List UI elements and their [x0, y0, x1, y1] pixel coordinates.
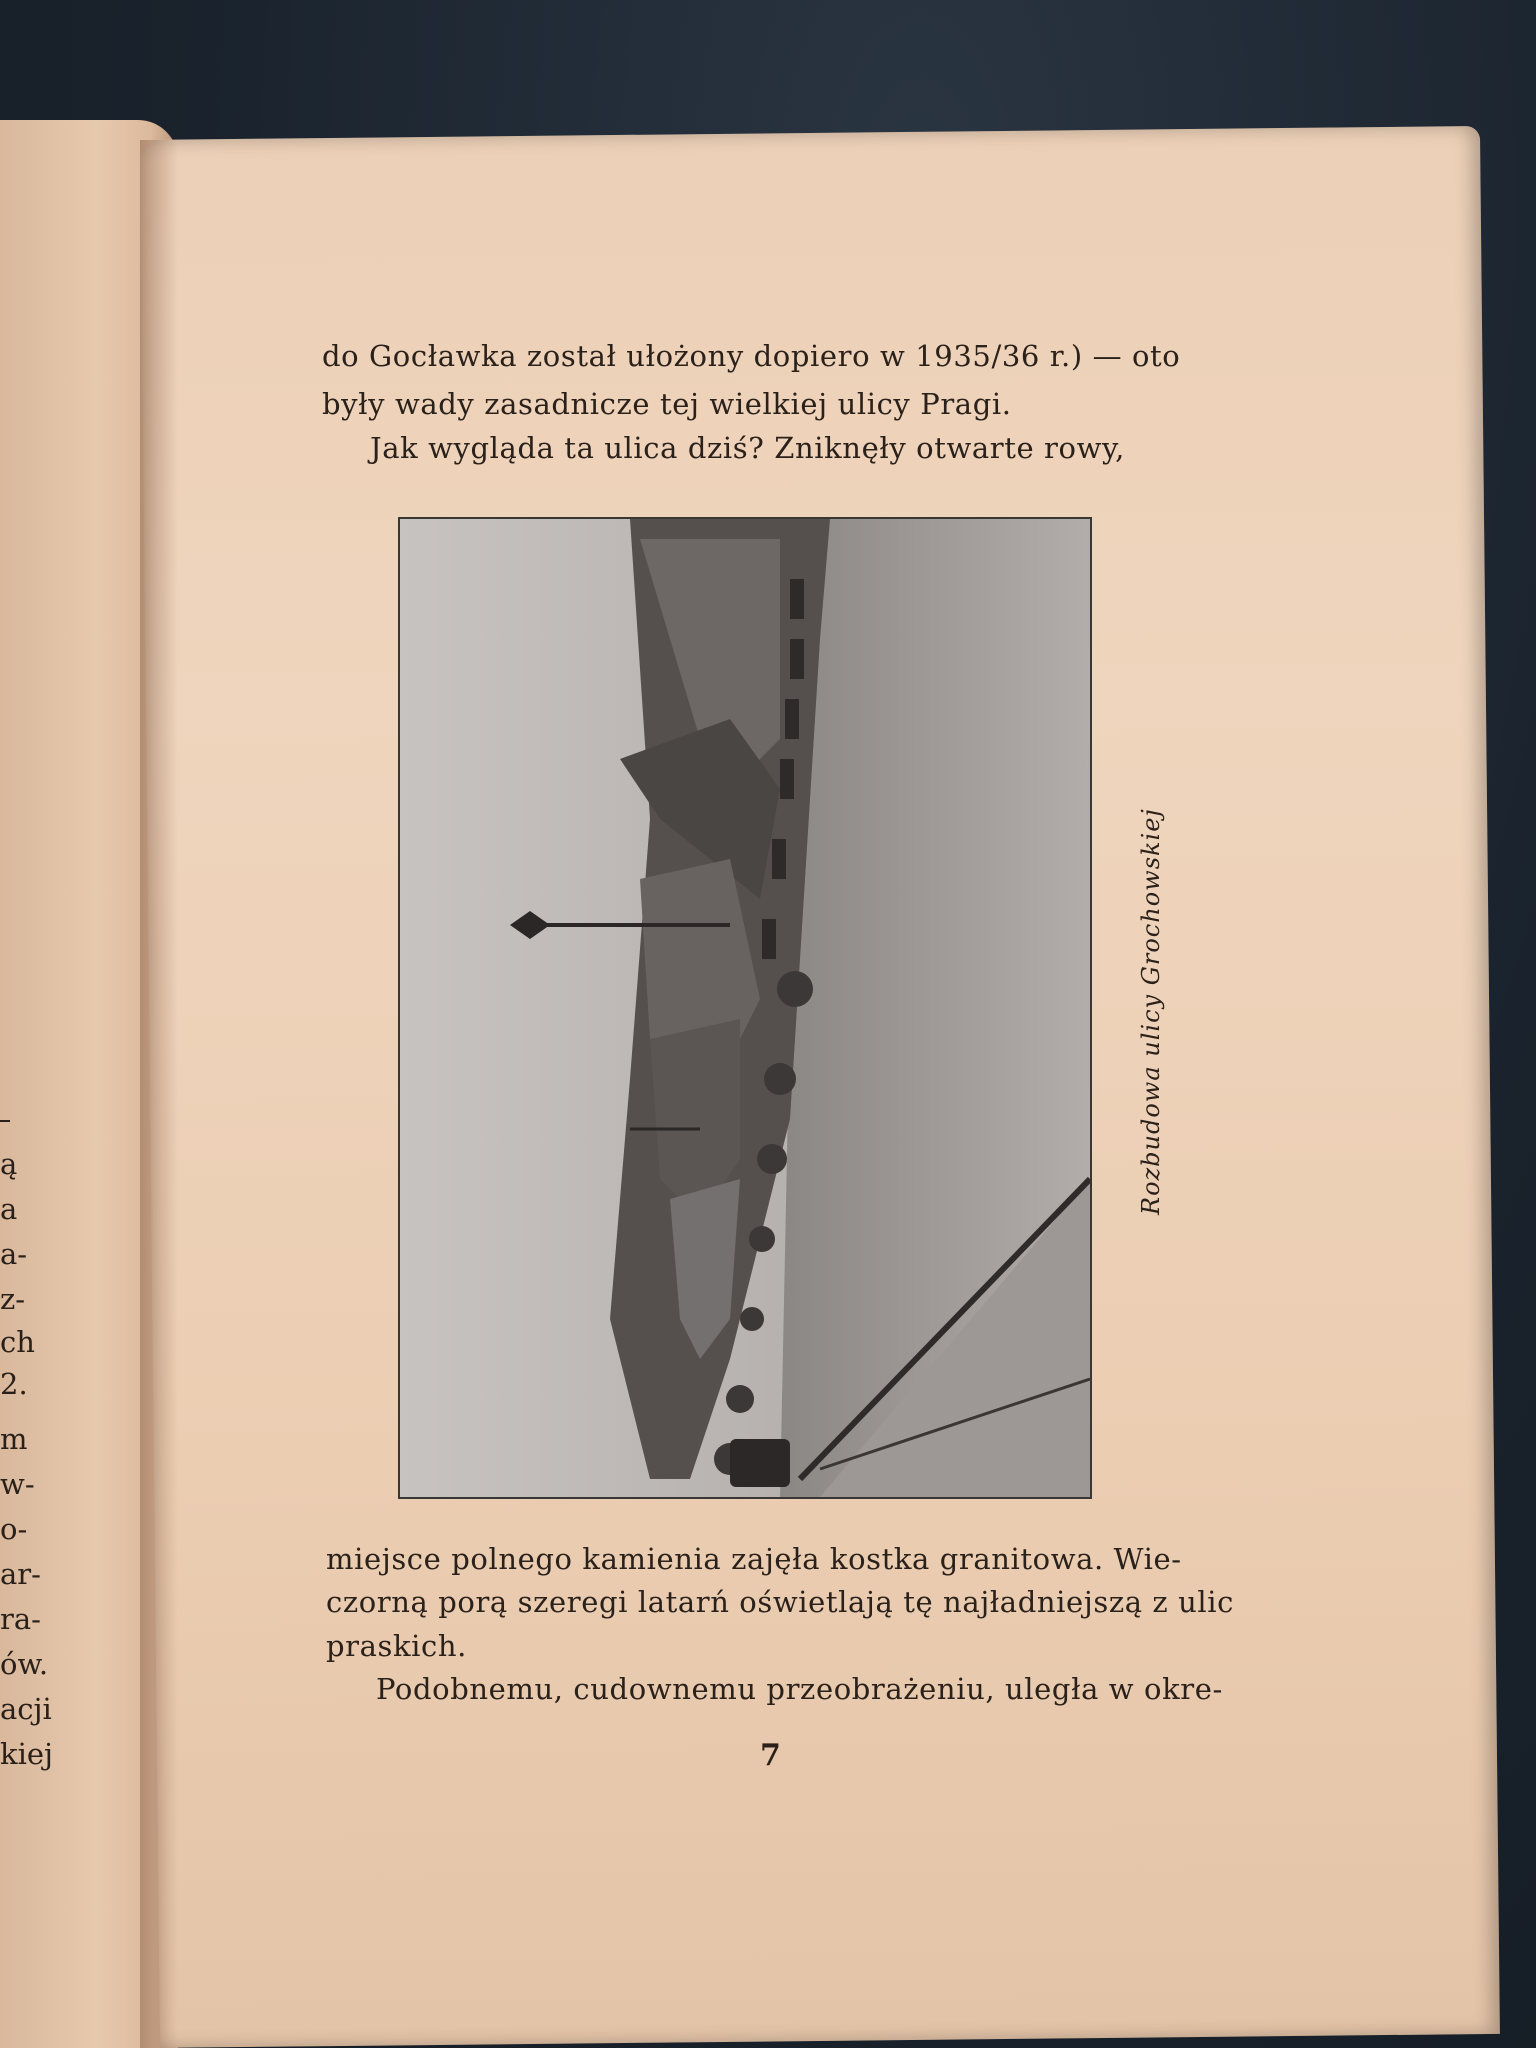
- left-fragment: m: [0, 1422, 28, 1456]
- left-fragment: a: [0, 1192, 18, 1226]
- text-line: Podobnemu, cudownemu przeobrażeniu, uległa w okre-: [376, 1672, 1223, 1706]
- text-line: czorną porą szeregi latarń oświetlają tę najładniejszą z ulic: [326, 1585, 1235, 1619]
- left-fragment: ą: [0, 1147, 18, 1181]
- left-fragment: w-: [0, 1467, 35, 1501]
- left-fragment: z-: [0, 1282, 26, 1316]
- text-line: do Gocławka został ułożony dopiero w 1935/36 r.) — oto: [322, 339, 1181, 373]
- street-photograph-drawing: [400, 519, 1090, 1497]
- left-fragment: kiej: [0, 1737, 54, 1771]
- left-fragment: ów.: [0, 1647, 49, 1681]
- left-fragment: 2.: [0, 1367, 28, 1401]
- text-line: były wady zasadnicze tej wielkiej ulicy Pragi.: [322, 387, 1012, 421]
- text-line: Jak wygląda ta ulica dziś? Zniknęły otwarte rowy,: [370, 431, 1125, 465]
- page-number: 7: [760, 1738, 781, 1773]
- left-fragment: a-: [0, 1237, 28, 1271]
- left-page-dash: [0, 1120, 10, 1122]
- page-gutter-shadow: [140, 140, 178, 2048]
- street-photograph: [398, 517, 1092, 1499]
- left-fragment: ch: [0, 1325, 35, 1359]
- left-fragment: ra-: [0, 1602, 41, 1636]
- photo-caption: Rozbudowa ulicy Grochowskiej: [1137, 808, 1165, 1215]
- text-line: praskich.: [326, 1629, 467, 1663]
- left-fragment: o-: [0, 1512, 28, 1546]
- left-fragment: ar-: [0, 1557, 41, 1591]
- left-fragment: acji: [0, 1692, 52, 1726]
- text-line: miejsce polnego kamienia zajęła kostka granitowa. Wie-: [326, 1542, 1182, 1576]
